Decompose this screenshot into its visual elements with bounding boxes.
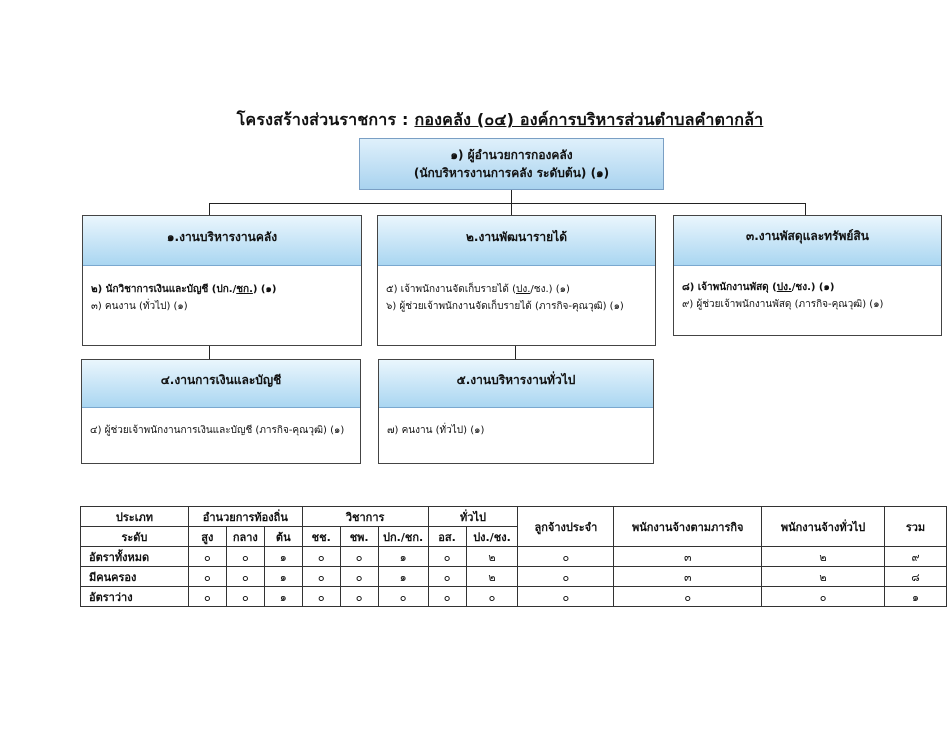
connector-dept2 (511, 190, 512, 215)
dept-supplies (673, 215, 942, 336)
subheader-cell: ปก./ชก. (378, 527, 428, 547)
staff-item: ๘) เจ้าพนักงานพัสดุ (ปง./ชง.) (๑) (682, 282, 835, 293)
director-title: ๑) ผู้อำนวยการกองคลัง (450, 148, 573, 162)
table-cell: ๐ (188, 547, 226, 567)
page-title (0, 108, 950, 133)
subheader-cell: ต้น (264, 527, 302, 547)
table-cell: ๐ (302, 587, 340, 607)
table-cell: ๐ (302, 567, 340, 587)
dept-title: ๔.งานการเงินและบัญชี (160, 373, 282, 387)
table-cell: ๓ (614, 547, 762, 567)
row-label: อัตราทั้งหมด (81, 547, 189, 567)
dept-staff-list (386, 281, 651, 315)
staff-item: ๔) ผู้ช่วยเจ้าพนักงานการเงินและบัญชี (ภารกิจ-คุณวุฒิ) (๑) (90, 425, 345, 436)
table-cell: ๑ (884, 587, 946, 607)
table-cell: ๐ (226, 587, 264, 607)
table-cell: ๐ (340, 567, 378, 587)
table-cell: ๘ (884, 567, 946, 587)
table-row (81, 547, 947, 567)
table-cell: ๐ (428, 587, 466, 607)
dept-header (83, 216, 361, 266)
dept-finance-accounting (81, 359, 361, 464)
staffing-summary-table (80, 506, 947, 607)
subheader-cell: สูง (188, 527, 226, 547)
table-cell: ๑ (378, 567, 428, 587)
table-cell: ๓ (614, 567, 762, 587)
table-cell: ๐ (518, 567, 614, 587)
connector-dept1 (209, 203, 210, 215)
title-org: กองคลัง (๐๔) องค์การบริหารส่วนตำบลคำตากล้า (414, 110, 764, 129)
table-header-row (81, 507, 947, 527)
dept-header (379, 360, 653, 408)
table-cell: ๐ (378, 587, 428, 607)
table-cell: ๒ (466, 567, 518, 587)
subheader-cell: ปง./ชง. (466, 527, 518, 547)
dept-header (674, 216, 941, 266)
table-cell: ๐ (466, 587, 518, 607)
table-cell: ๒ (762, 567, 885, 587)
header-academic: วิชาการ (302, 507, 428, 527)
table-cell: ๒ (762, 547, 885, 567)
connector-horizontal (209, 203, 805, 204)
table-cell: ๐ (226, 567, 264, 587)
dept-staff-list (387, 422, 649, 439)
table-cell: ๑ (264, 567, 302, 587)
subheader-cell: ชพ. (340, 527, 378, 547)
table-cell: ๑ (264, 547, 302, 567)
subheader-cell: อส. (428, 527, 466, 547)
dept-title: ๑.งานบริหารงานคลัง (166, 230, 278, 244)
dept-staff-list (682, 279, 937, 313)
dept-revenue (377, 215, 656, 346)
table-cell: ๐ (340, 547, 378, 567)
dept-general-admin (378, 359, 654, 464)
row-label: มีคนครอง (81, 567, 189, 587)
dept-staff-list (91, 281, 357, 315)
table-cell: ๐ (188, 587, 226, 607)
dept-title: ๕.งานบริหารงานทั่วไป (456, 373, 576, 387)
connector-dept5 (515, 345, 516, 359)
staff-item: ๖) ผู้ช่วยเจ้าพนักงานจัดเก็บรายได้ (ภารกิจ-คุณวุฒิ) (๑) (386, 301, 624, 312)
header-mission-employee: พนักงานจ้างตามภารกิจ (614, 507, 762, 547)
table-cell: ๑ (378, 547, 428, 567)
director-subtitle: (นักบริหารงานการคลัง ระดับต้น) (๑) (413, 166, 610, 180)
subheader-cell: กลาง (226, 527, 264, 547)
table-cell: ๐ (518, 587, 614, 607)
table-cell: ๐ (340, 587, 378, 607)
subheader-cell: ชช. (302, 527, 340, 547)
table-cell: ๐ (428, 547, 466, 567)
header-permanent-employee: ลูกจ้างประจำ (518, 507, 614, 547)
table-cell: ๐ (226, 547, 264, 567)
header-type: ประเภท (81, 507, 189, 527)
staff-item: ๒) นักวิชาการเงินและบัญชี (ปก./ชก.) (๑) (91, 284, 277, 295)
table-cell: ๐ (302, 547, 340, 567)
staff-item: ๓) คนงาน (ทั่วไป) (๑) (91, 301, 188, 312)
table-cell: ๐ (614, 587, 762, 607)
staff-item: ๗) คนงาน (ทั่วไป) (๑) (387, 425, 485, 436)
dept-title: ๓.งานพัสดุและทรัพย์สิน (746, 229, 869, 243)
header-local-admin: อำนวยการท้องถิ่น (188, 507, 302, 527)
director-box (359, 138, 664, 190)
row-label: อัตราว่าง (81, 587, 189, 607)
header-total: รวม (884, 507, 946, 547)
header-general-employee: พนักงานจ้างทั่วไป (762, 507, 885, 547)
table-cell: ๙ (884, 547, 946, 567)
dept-staff-list (90, 422, 356, 439)
table-cell: ๑ (264, 587, 302, 607)
connector-dept4 (209, 345, 210, 359)
header-level: ระดับ (81, 527, 189, 547)
table-row (81, 587, 947, 607)
staff-item: ๙) ผู้ช่วยเจ้าพนักงานพัสดุ (ภารกิจ-คุณวุฒิ) (๑) (682, 299, 884, 310)
dept-header (378, 216, 655, 266)
header-general: ทั่วไป (428, 507, 518, 527)
table-row (81, 567, 947, 587)
staff-item: ๕) เจ้าพนักงานจัดเก็บรายได้ (ปง./ชง.) (๑) (386, 284, 570, 295)
dept-budget-admin (82, 215, 362, 346)
table-cell: ๐ (518, 547, 614, 567)
connector-dept3 (805, 203, 806, 215)
table-cell: ๒ (466, 547, 518, 567)
table-cell: ๐ (762, 587, 885, 607)
dept-header (82, 360, 360, 408)
table-cell: ๐ (188, 567, 226, 587)
dept-title: ๒.งานพัฒนารายได้ (465, 230, 567, 244)
title-prefix: โครงสร้างส่วนราชการ : (236, 110, 409, 129)
table-cell: ๐ (428, 567, 466, 587)
